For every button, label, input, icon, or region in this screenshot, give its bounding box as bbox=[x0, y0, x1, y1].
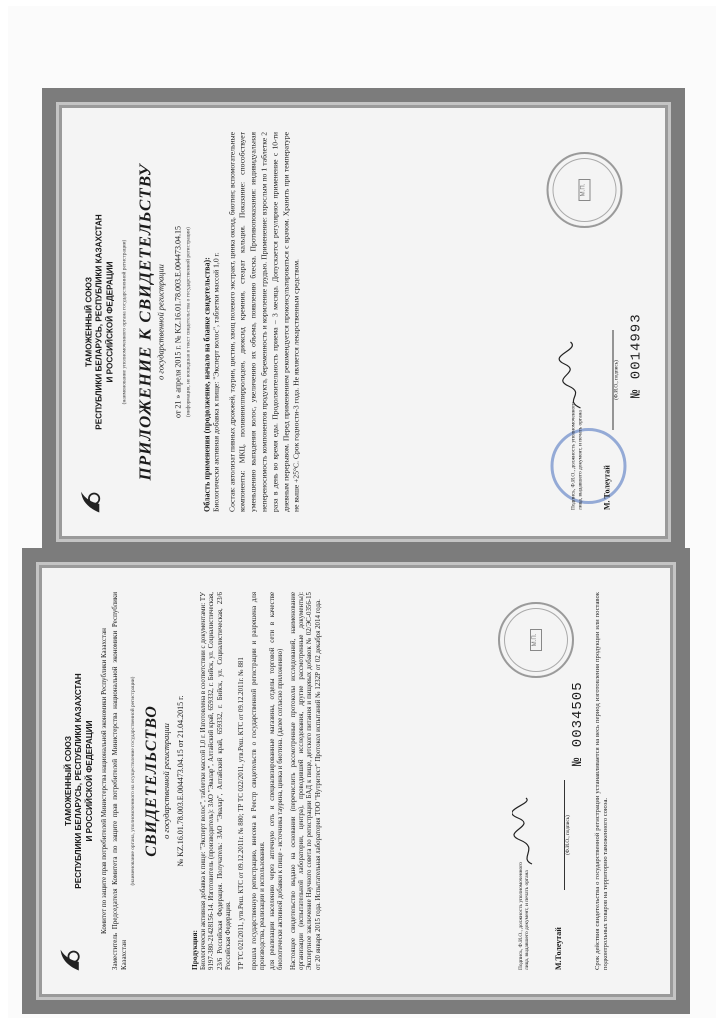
seal-label: М.П. bbox=[530, 629, 541, 652]
certificate-document bbox=[0, 548, 724, 1010]
union-members-line1: РЕСПУБЛИКИ БЕЛАРУСЬ, РЕСПУБЛИКИ КАЗАХСТАН bbox=[74, 673, 84, 889]
certificate-number: № KZ.16.01.78.003.Е.004473.04.15 от 21.04.2015 г. bbox=[175, 695, 185, 867]
union-header bbox=[64, 592, 95, 970]
appendix-date-number: от 21 » апреля 2015 г. № KZ.16.01.78.003.Е.004473.04.15 bbox=[173, 226, 183, 418]
appendix-serial-number: № 0014993 bbox=[628, 313, 644, 398]
appendix-signer-block bbox=[602, 330, 619, 510]
appendix-date-caption: (информация, не вошедшая в текст свидетельства о государственной регистрации) bbox=[185, 227, 192, 417]
appendix-seal-stamp bbox=[546, 152, 622, 228]
certificate-serial-number: № 0034505 bbox=[570, 681, 586, 766]
certificate-signature-icon bbox=[512, 796, 542, 866]
certificate-seal-stamp bbox=[498, 602, 574, 678]
certificate-subtitle: о государственной регистрации bbox=[161, 723, 171, 839]
appendix-title: ПРИЛОЖЕНИЕ К СВИДЕТЕЛЬСТВУ bbox=[135, 163, 155, 481]
registry-text: прошла государственную регистрацию, внесена в Реестр свидетельств о государственной регистрации и разрешена для производства, реализации и использования. bbox=[250, 592, 266, 970]
union-name: ТАМОЖЕННЫЙ СОЮЗ bbox=[64, 736, 73, 826]
authority-caption: (наименование уполномоченного органа государственной регистрации) bbox=[120, 239, 127, 405]
certificate-signature-role: Подпись, Ф.И.О., должность уполномоченного лица, выдавшего документ, и печать органа bbox=[518, 861, 531, 970]
customs-union-logo-icon bbox=[58, 948, 84, 974]
seal-label: М.П. bbox=[578, 179, 589, 202]
certificate-guilloche-frame bbox=[22, 548, 690, 1014]
issuing-authority: Комитет по защите прав потребителей Министерства национальной экономики Республики Казахстан bbox=[99, 628, 108, 934]
union-members-line2: И РОССИЙСКОЙ ФЕДЕРАЦИИ bbox=[104, 261, 114, 383]
customs-union-logo-icon bbox=[78, 490, 104, 516]
appendix-body-text: Состав: автолизат пивных дрожжей, таурин, цистин, хвощ полевого экстракт, цинка оксид, биотин; вспомогательные компоненты: МКЦ, поливинилпирролидон, диоксид кремния, стеарат кальция. Показание: способствует уменьшению выпадения волос, увеличению их объема, появлению блеска. Противопоказания: индивидуальная непереносимость компонентов продукта, беременность и кормление грудью. Применение: взрослым по 1 таблетке 2 раза в день во время еды. Продолжительность приема – 3 месяца. Допускается регулярное применение с 10-ти дневным перерывом. Перед применением рекомендуется проконсультироваться с врачом. Хранить при температуре не выше +25°С. Срок годности-3 года. Не является лекарственным средством. bbox=[226, 132, 301, 512]
appendix-signature-icon bbox=[558, 340, 588, 410]
union-members-line2: И РОССИЙСКОЙ ФЕДЕРАЦИИ bbox=[84, 720, 94, 842]
certificate-signer-name: М.Толеутай bbox=[554, 927, 563, 970]
validity-text: Срок действия свидетельства о государственной регистрации устанавливается на весь период изготовления продукции или поставок подконтрольных товаров на территорию таможенного союза. bbox=[594, 592, 609, 970]
basis-text: Настоящее свидетельство выдано на основании (перечислить рассмотренные протоколы исследований, наименование организации (испытательной лаборатории, центра), проводившей исследования, другие рассмотренные документы): Экспертное заключение Научного совета по регистрации БАД к пище, детского питания и пищевых добавок № 02/ЭС-0356-15 от 20 января 2015 года. Испытательная лаборатория ТОО "Нутритест" Протокол испытаний № 1232Р от 02 декабря 2014 года. bbox=[289, 592, 322, 970]
scope-text: Биологически активная добавка к пище: "Эксперт волос", таблетки массой 1,0 г. bbox=[211, 252, 221, 512]
union-name: ТАМОЖЕННЫЙ СОЮЗ bbox=[84, 277, 93, 367]
appendix-document bbox=[0, 68, 724, 554]
product-text: Биологически активная добавка к пище: "Эксперт волос", таблетки массой 1,0 г. Изготовлена в соответствии с документами: ТУ 9197-380-21428156-14. Изготовитель (производитель): ЗАО "Эвалар", Алтайский край, 659332, г. Бийск, ул. Социалистическая, 23/6 Российская Федерация. Получатель: ЗАО "Эвалар", Алтайский край, 659332, г. Бийск, ул. Социалистическая, 23/6 Российская Федерация. bbox=[200, 592, 232, 970]
union-members-line1: РЕСПУБЛИКИ БЕЛАРУСЬ, РЕСПУБЛИКИ КАЗАХСТАН bbox=[94, 214, 104, 430]
appendix-signer-caption: (Ф.И.О., подпись) bbox=[612, 330, 619, 430]
compliance-text: ТР ТС 021/2011, утв.Реш. КТС от 09.12.2011г. № 880; ТР ТС 022/2011, утв.Реш. КТС от 09.12.2011г. № 881 bbox=[238, 657, 246, 970]
appendix-guilloche-frame bbox=[42, 88, 685, 556]
scope-heading: Область применения (продолжение, начало на бланке свидетельства): bbox=[201, 257, 211, 512]
certificate-signer-block bbox=[554, 780, 571, 970]
certificate-rotated-content bbox=[50, 576, 662, 986]
appendix-signer-name: М. Толеутай bbox=[602, 465, 611, 510]
appendix-rotated-content bbox=[70, 116, 657, 528]
authority-caption: (наименование органа, уполномоченного на осуществление государственной регистрации) bbox=[129, 676, 136, 886]
appendix-signature-role: Подпись, Ф.И.О., должность уполномоченного лица, выдавшего документ, и печать органа bbox=[570, 401, 583, 510]
certificate-signer-caption: (Ф.И.О., подпись) bbox=[564, 780, 571, 890]
product-heading: Продукция: bbox=[190, 929, 200, 970]
deputy-chairman: Заместитель Председателя Комитета по защите прав потребителей Министерства национальной экономики Республики Казахстан bbox=[111, 592, 128, 970]
usage-text: для реализации населению через аптечную сеть и специализированные магазины, отделы торговой сети в качестве биологически активной добавки к пище - источника таурина, цинка и биотина. (далее согласно приложению) bbox=[269, 592, 285, 970]
certificate-title: СВИДЕТЕЛЬСТВО bbox=[143, 705, 161, 857]
union-header bbox=[84, 132, 115, 512]
appendix-subtitle: о государственной регистрации bbox=[156, 264, 166, 380]
